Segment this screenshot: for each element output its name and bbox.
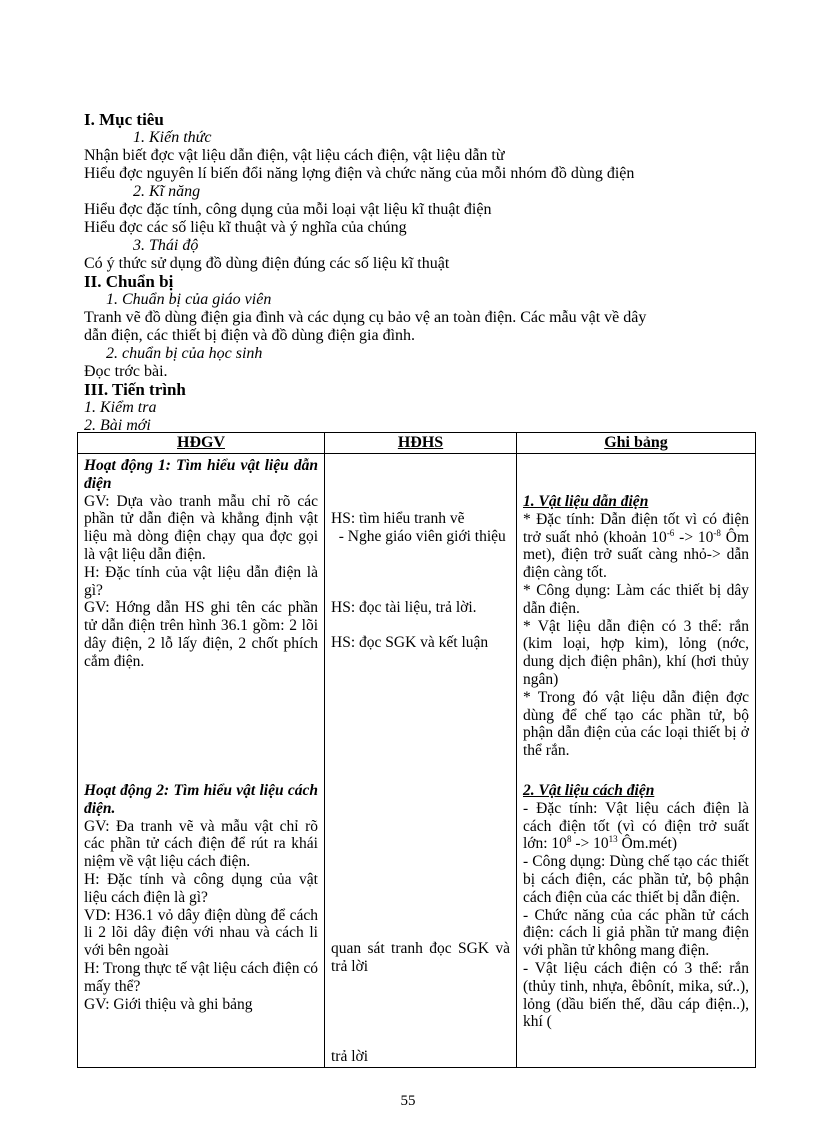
skill-line-1: Hiểu đợc đặc tính, công dụng của mỗi loại vật liệu kĩ thuật điện	[84, 201, 492, 218]
table-row	[78, 779, 756, 1068]
row1-teacher-p1: GV: Dựa vào tranh mẫu chỉ rõ các phần tử dẫn điện và khẳng định vật liệu mà dòng điện chạy qua đợc gọi là vật liệu dẫn điện.	[84, 492, 318, 563]
row1-board-p1-c: Ôm met), điện trở suất càng nhỏ-> dẫn điện càng tốt.	[523, 528, 749, 582]
row2-student-cell	[325, 779, 517, 1068]
row2-board-p1-sup1: 8	[566, 834, 572, 845]
row2-board-cell	[517, 779, 756, 1068]
activity-1-heading: Hoạt động 1: Tìm hiểu vật liệu dẫn điện	[84, 457, 318, 492]
activity-2-heading: Hoạt động 2: Tìm hiểu vật liệu cách điện.	[84, 782, 318, 817]
row1-board-cell	[517, 454, 756, 780]
row1-student-p2: - Nghe giáo viên giới thiệu	[331, 527, 506, 545]
row2-teacher-p3: VD: H36.1 vỏ dây điện dùng để cách li 2 lõi dây điện với nhau và cách li với bên ngoài	[84, 906, 318, 960]
page-number: 55	[400, 1093, 416, 1109]
knowledge-line-1: Nhận biết đợc vật liệu dẫn điện, vật liệu cách điện, vật liệu dẫn từ	[84, 147, 505, 164]
board-1-title: 1. Vật liệu dẫn điện	[523, 493, 649, 510]
header-board: Ghi bảng	[517, 433, 756, 454]
row2-board-p1-sup2: 13	[608, 834, 618, 845]
skill-line-2: Hiểu đợc các số liệu kĩ thuật và ý nghĩa của chúng	[84, 219, 407, 236]
row2-teacher-cell	[78, 779, 325, 1068]
row2-student-p2: trả lời	[331, 1047, 369, 1065]
student-prep-title: 2. chuẩn bị của học sinh	[106, 345, 263, 362]
teacher-prep-line-1: Tranh vẽ đồ dùng điện gia đình và các dụng cụ bảo vệ an toàn điện. Các mẫu vật về dây	[84, 309, 647, 326]
row1-teacher-p2: H: Đặc tính của vật liệu dẫn điện là gì?	[84, 563, 318, 599]
objectives-title: I. Mục tiêu	[84, 110, 164, 129]
row2-board-p2: - Công dụng: Dùng chế tạo các thiết bị cách điện, các phần tử, bộ phận cách điện của các thiết bị dẫn điện.	[523, 853, 749, 906]
table-header-row	[78, 433, 756, 454]
row1-board-p1-sup2: -8	[713, 527, 721, 538]
row1-board-p4: * Trong đó vật liệu dẫn điện đợc dùng để chế tạo các phần tử, bộ phận dẫn điện của các loại thiết bị ở thể rắn.	[523, 688, 749, 760]
row2-board-p1-a: - Đặc tính: Vật liệu cách điện là cách điện tốt (vì có điện trở suất lớn: 10	[523, 799, 749, 853]
row2-board-p1-b: -> 10	[571, 835, 609, 853]
row1-teacher-p3: GV: Hớng dẫn HS ghi tên các phần tử dẫn điện trên hình 36.1 gồm: 2 lõi dây điện, 2 lỗ lấy điện, 2 chốt phích cắm điện.	[84, 599, 318, 670]
table-row	[78, 454, 756, 780]
teacher-prep-title: 1. Chuẩn bị của giáo viên	[106, 291, 272, 308]
row1-teacher-cell	[78, 454, 325, 780]
new-lesson-title: 2. Bài mới	[84, 417, 151, 434]
row1-board-p1-b: -> 10	[674, 528, 714, 546]
process-title: III. Tiến trình	[84, 380, 186, 399]
preparation-title: II. Chuẩn bị	[84, 272, 174, 291]
row2-teacher-p1: GV: Đa tranh vẽ và mẫu vật chỉ rõ các phần tử cách điện để rút ra khái niệm về vật liệu cách điện.	[84, 817, 318, 871]
row2-board-p1	[523, 800, 749, 853]
row1-board-p1-sup1: -6	[666, 527, 675, 538]
check-title: 1. Kiểm tra	[84, 399, 157, 416]
row1-student-p4: HS: đọc SGK và kết luận	[331, 634, 489, 652]
row2-student-p1: quan sát tranh đọc SGK và trả lời	[331, 940, 510, 975]
teacher-prep-line-2: dẫn điện, các thiết bị điện và đồ dùng điện gia đình.	[84, 327, 416, 344]
lesson-table	[77, 432, 756, 1068]
row2-teacher-p2: H: Đặc tính và công dụng của vật liệu cách điện là gì?	[84, 870, 318, 906]
board-2-title: 2. Vật liệu cách điện	[523, 782, 655, 799]
skill-title: 2. Kĩ năng	[133, 183, 201, 200]
row1-student-cell	[325, 454, 517, 780]
attitude-title: 3. Thái độ	[133, 237, 199, 254]
attitude-line-1: Có ý thức sử dụng đồ dùng điện đúng các số liệu kĩ thuật	[84, 255, 450, 272]
row1-board-p2: * Công dụng: Làm các thiết bị dây dẫn điện.	[523, 581, 749, 617]
header-student: HĐHS	[325, 433, 517, 454]
row1-student-p3: HS: đọc tài liệu, trả lời.	[331, 598, 477, 616]
knowledge-title: 1. Kiến thức	[133, 129, 212, 146]
row1-board-p1	[523, 511, 749, 582]
header-teacher: HĐGV	[78, 433, 325, 454]
row2-board-p3: - Chức năng của các phần tử cách điện: cách li giả phần tử mang điện với phần tử không mang điện.	[523, 906, 749, 960]
row2-teacher-p5: GV: Giới thiệu và ghi bảng	[84, 995, 253, 1013]
row1-board-p3: * Vật liệu dẫn điện có 3 thể: rắn (kim loại, hợp kim), lỏng (nớc, dung dịch điện phân), khí (hơi thủy ngân)	[523, 617, 749, 688]
row2-board-p1-c: Ôm.mét)	[617, 835, 677, 853]
row1-student-p1: HS: tìm hiểu tranh vẽ	[331, 510, 465, 527]
knowledge-line-2: Hiểu đợc nguyên lí biến đổi năng lợng điện và chức năng của mỗi nhóm đồ dùng điện	[84, 165, 635, 182]
student-prep-line: Đọc trớc bài.	[84, 363, 168, 380]
row1-board-p1-a: * Đặc tính: Dẫn điện tốt vì có điện trở suất nhỏ (khoản 10	[523, 510, 749, 546]
row2-board-p4: - Vật liệu cách điện có 3 thể: rắn (thủy tinh, nhựa, êbônít, mika, sứ..), lỏng (dầu biến thế, dầu cáp điện..), khí (	[523, 959, 749, 1031]
row2-teacher-p4: H: Trong thực tế vật liệu cách điện có mấy thể?	[84, 959, 318, 995]
